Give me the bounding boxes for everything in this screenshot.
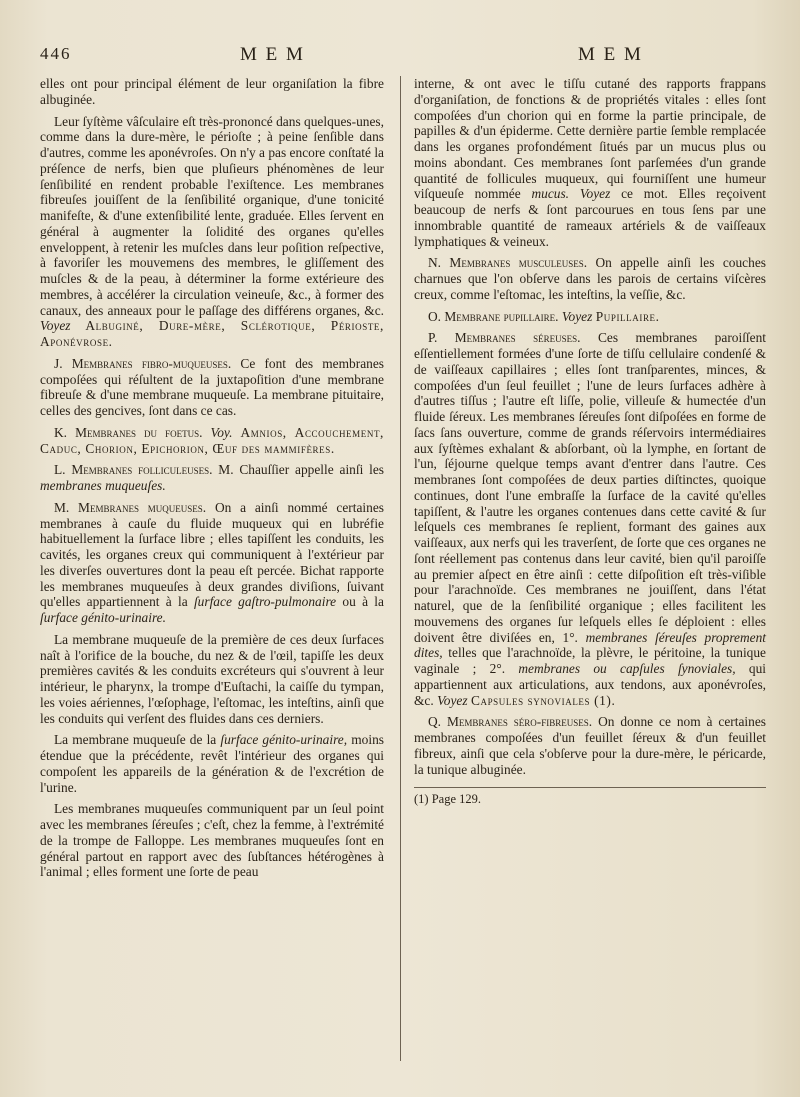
- entry-heading: Q. Membranes séro-fibreuses.: [428, 714, 593, 730]
- entry-heading: P. Membranes séreuses.: [428, 330, 581, 346]
- entry-foetus: K. Membranes du foetus. Voy. Amnios, Accouchement, Caduc, Chorion, Epichorion, Œuf des mammifères.: [40, 424, 384, 456]
- entry-heading: K. Membranes du foetus.: [54, 424, 203, 440]
- footnote: (1) Page 129.: [414, 792, 481, 807]
- entry-sero-fibreuses: Q. Membranes séro-fibreuses. On donne ce nom à certaines membranes compoſées d'un feuillet ſéreux & d'un feuillet fibreux, ainſi que cela s'obſerve pour la dure-mère, le péricarde, la tunique albuginée.: [414, 714, 766, 777]
- entry-fibro-muqueuses: J. Membranes fibro-muqueuses. Ce font des membranes compoſées qui réſultent de la juxtapoſition d'une membrane fibreuſe & d'une membrane muqueuſe. La membrane pituitaire, celles des gencives, ſont dans ce cas.: [40, 355, 384, 418]
- paragraph: Leur ſyſtème vâſculaire eſt très-prononcé dans quelques-unes, comme dans la dure-mère, le périoſte ; à peine ſenſible dans d'autres, comme les aponévroſes. On n'y a pas encore conſtaté la préſence de nerfs, bien que pluſieurs phénomènes de leur ſenſibilité en rendent probable l'exiſtence. Les membranes fibreuſes jouiſſent de la ſenſibilité organique, d'une tonicité manifeſte, & d'une extenſibilité lente, graduée. Elles ſervent en général à augmenter la ſolidité des organes qu'elles enveloppent, à retenir les muſcles dans leur poſition reſpective, à favoriſer les mouvemens des membres, le gliſſement des muſcles & de la peau, à déterminer la forme extérieure des membres, à accélérer la circulation veineuſe, &c., à former des canaux, des anneaux pour le paſſage des différens organes, &c. Voyez Albuginé, Dure-mère, Sclérotique, Périoste, Aponévrose.: [40, 113, 384, 349]
- entry-sereuses: P. Membranes séreuses. Ces membranes paroiſſent eſſentiellement formées d'une ſorte de tiſſu cellulaire condenſé & de vaiſſeaux capillaires ; elles ſont tranſparentes, minces, & compoſées d'un ſeul feuillet ; l'une de leurs ſurfaces adhère à d'autres tiſſus ; l'autre eſt liſſe, polie, villeuſe & humectée d'un fluide ſéreux. Les membranes ſéreuſes ſont diſpoſées en forme de ſacs ſans ouverture, comme de grands réſervoirs intermédiaires aux ſyſtèmes exhalant & abſorbant, où la lymphe, en ſortant de l'un, ſéjourne quelque temps avant d'entrer dans l'autre. Ces membranes ſont compoſées de deux parties diſtinctes, quoique continues, dont l'une embraſſe la ſurface de la cavité qu'elles tapiſſent, & l'autre les organes contenues dans cette cavité & ſur leſquels ces membranes ſe replient, formant des gaines aux vaiſſeaux, aux nerfs qui les traverſent, de ſorte que ces organes ne ſont réellement pas contenus dans leur cavité, bien qu'il paroiſſe au premier aſpect en être ainſi : cette diſpoſition eſt très-viſible pour l'arachnoïde. Ces membranes ne jouiſſent, dans l'état naturel, que de la ſenſibilité organique ; elles facilitent les mouvemens des organes ſur leſquels elles ſe déploient : elles doivent être diviſées en, 1°. membranes ſéreuſes proprement dites, telles que l'arachnoïde, la plèvre, le péritoine, la tunique vaginale ; 2°. membranes ou capſules ſynoviales, qui appartiennent aux articulations, aux tendons, aux aponévroſes, &c. Voyez Capsules synoviales (1).: [414, 330, 767, 708]
- entry-folliculeuses: L. Membranes folliculeuses. M. Chauſſier appelle ainſi les membranes muqueuſes.: [40, 462, 384, 493]
- footnote-rule: [414, 787, 766, 788]
- entry-heading: O. Membrane pupillaire.: [428, 308, 559, 324]
- paragraph: interne, & ont avec le tiſſu cutané des rapports frappans d'organiſation, de fonctions & de propriétés vitales : elles ſont compoſées d'un chorion qui en forme la partie principale, de papilles & d'un épiderme. Cette dernière partie ſemble remplacée dans les organes profondément ſitués par un mucus plus ou moins abondant. Ces membranes ſont parſemées d'un grande quantité de follicules muqueux, qui fourniſſent une humeur viſqueuſe nommée mucus. Voyez ce mot. Elles reçoivent beaucoup de nerfs & ſont parcourues en tous ſens par une innombrable quantité de rameaux artériels & de vaiſſeaux lymphatiques & veineux.: [414, 76, 766, 249]
- paragraph: La membrane muqueuſe de la première de ces deux ſurfaces naît à l'orifice de la bouche, du nez & de l'œil, tapiſſe les deux premières cavités & les conduits excréteurs qui s'ouvrent à leur intérieur, le pharynx, la trompe d'Euſtachi, la caiſſe du tympan, les voies aériennes, l'œſophage, l'eſtomac, les inteſtins, ainſi que les conduits qui verſent des fluides dans ces derniers.: [40, 631, 384, 726]
- header-title-right: M E M: [578, 44, 643, 65]
- paragraph: elles ont pour principal élément de leur organiſation la fibre albuginée.: [40, 76, 384, 107]
- paragraph: La membrane muqueuſe de la ſurface génito-urinaire, moins étendue que la précédente, revêt l'intérieur des organes qui compoſent les appareils de la génération & de l'excrétion de l'urine.: [40, 732, 384, 795]
- entry-heading: L. Membranes folliculeuses.: [54, 462, 213, 478]
- right-column: [414, 76, 766, 814]
- running-header: [40, 44, 776, 70]
- entry-musculeuses: N. Membranes musculeuses. On appelle ainſi les couches charnues que l'on obſerve dans les parois de certains viſcères creux, comme l'eſtomac, les inteſtins, la veſſie, &c.: [414, 255, 766, 302]
- page-number: 446: [40, 44, 72, 63]
- left-column: [40, 76, 384, 886]
- column-divider: [400, 76, 401, 1061]
- entry-heading: M. Membranes muqueuses.: [54, 499, 207, 515]
- header-title-left: M E M: [240, 44, 305, 65]
- entry-muqueuses: M. Membranes muqueuses. On a ainſi nommé certaines membranes à cauſe du fluide muqueux qui en lubréfie habituellement la ſurface libre ; elles tapiſſent les conduits, les cavités, les organes creux qui communiquent à l'extérieur par les diverſes ouvertures dont la peau eſt percée. Bichat rapporte les membranes muqueuſes à deux grandes diviſions, ſuivant qu'elles appartiennent à la ſurface gaſtro-pulmonaire ou à la ſurface génito-urinaire.: [40, 499, 384, 625]
- entry-heading: N. Membranes musculeuses.: [428, 255, 588, 271]
- paragraph: Les membranes muqueuſes communiquent par un ſeul point avec les membranes ſéreuſes ; c'eſt, chez la femme, à l'extrémité de la trompe de Falloppe. Les membranes muqueuſes ſont en général partout en rapport avec des ſubſtances hétérogènes à l'animal ; elles forment une ſorte de peau: [40, 801, 384, 880]
- entry-heading: J. Membranes fibro-muqueuses.: [54, 355, 232, 371]
- entry-pupillaire: O. Membrane pupillaire. Voyez Pupillaire.: [428, 308, 660, 324]
